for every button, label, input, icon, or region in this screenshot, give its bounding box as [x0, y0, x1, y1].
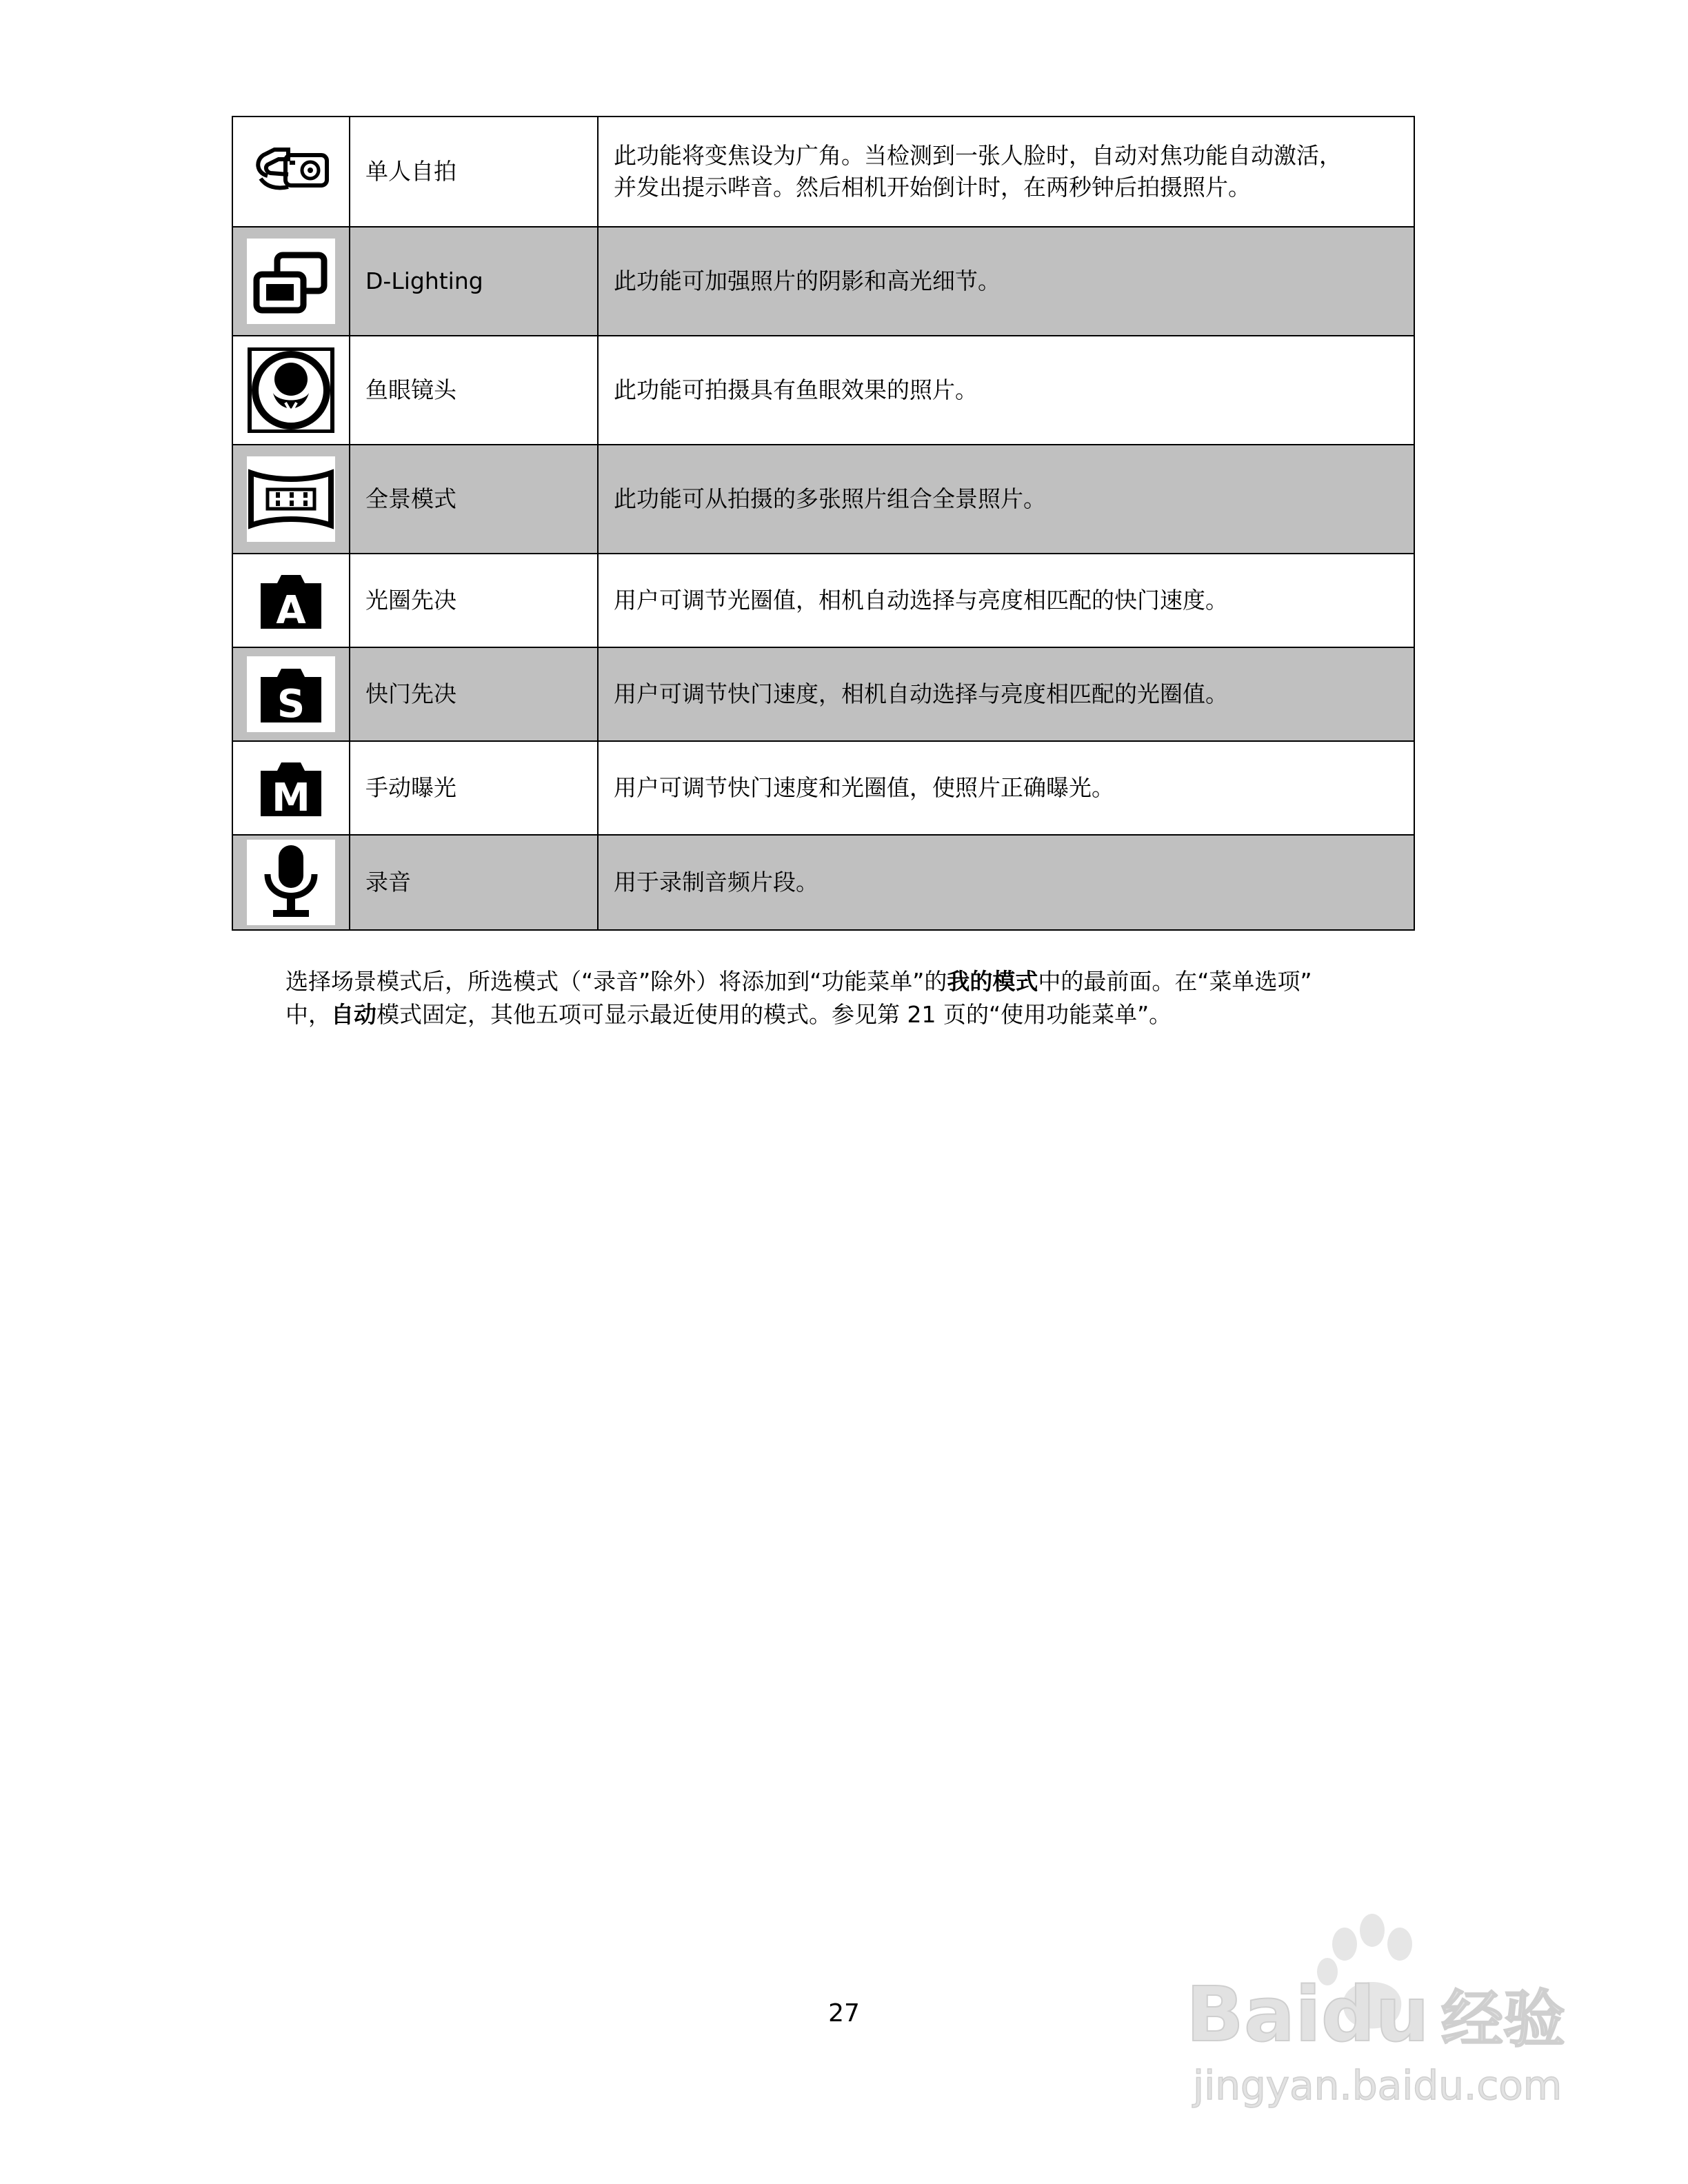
self-portrait-icon	[247, 129, 335, 214]
table-row	[232, 227, 1414, 336]
mode-name: 快门先决	[350, 647, 598, 741]
mode-name: 光圈先决	[350, 554, 598, 647]
scene-mode-note	[285, 965, 1451, 1031]
mode-description: 用于录制音频片段。	[598, 835, 1414, 930]
mode-description: 此功能可加强照片的阴影和高光细节。	[598, 227, 1414, 336]
table-row	[232, 554, 1414, 647]
d-lighting-icon	[247, 239, 335, 324]
mode-name: 鱼眼镜头	[350, 336, 598, 445]
note-line-2: 中，自动模式固定，其他五项可显示最近使用的模式。参见第 21 页的“使用功能菜单”。	[285, 1001, 1172, 1028]
svg-text:M: M	[272, 776, 310, 820]
shutter-priority-icon	[247, 656, 335, 732]
note-line-1: 选择场景模式后，所选模式（“录音”除外）将添加到“功能菜单”的我的模式中的最前面。在“菜单选项”	[285, 968, 1312, 995]
table-row	[232, 117, 1414, 227]
mode-description: 此功能可从拍摄的多张照片组合全景照片。	[598, 445, 1414, 554]
watermark-url: jingyan.baidu.com	[1193, 2062, 1563, 2109]
mode-description: 用户可调节快门速度，相机自动选择与亮度相匹配的光圈值。	[598, 647, 1414, 741]
mode-description: 用户可调节快门速度和光圈值，使照片正确曝光。	[598, 741, 1414, 835]
manual-exposure-icon	[247, 750, 335, 826]
mode-name: 全景模式	[350, 445, 598, 554]
mode-name: D-Lighting	[350, 227, 598, 336]
table-row	[232, 835, 1414, 930]
baidu-watermark	[1172, 1903, 1600, 2110]
mode-description: 用户可调节光圈值，相机自动选择与亮度相匹配的快门速度。	[598, 554, 1414, 647]
description-line: 并发出提示哔音。然后相机开始倒计时，在两秒钟后拍摄照片。	[614, 174, 1251, 201]
table-row	[232, 445, 1414, 554]
mode-description: 此功能可拍摄具有鱼眼效果的照片。	[598, 336, 1414, 445]
table-row	[232, 741, 1414, 835]
voice-recording-icon	[247, 840, 335, 925]
watermark-brand: Baidu	[1186, 1970, 1429, 2059]
page-number: 27	[828, 1999, 860, 2028]
panorama-icon	[247, 456, 335, 542]
mode-name: 手动曝光	[350, 741, 598, 835]
svg-text:A: A	[276, 588, 306, 633]
mode-name: 录音	[350, 835, 598, 930]
table-row	[232, 336, 1414, 445]
table-row	[232, 647, 1414, 741]
watermark-brand-cn: 经验	[1441, 1983, 1565, 2056]
mode-description	[598, 117, 1414, 227]
svg-text:S: S	[277, 682, 305, 727]
scene-mode-table	[232, 116, 1415, 931]
description-line: 此功能将变焦设为广角。当检测到一张人脸时，自动对焦功能自动激活，	[614, 142, 1342, 169]
fisheye-icon	[247, 347, 335, 433]
aperture-priority-icon	[247, 563, 335, 638]
mode-name: 单人自拍	[350, 117, 598, 227]
